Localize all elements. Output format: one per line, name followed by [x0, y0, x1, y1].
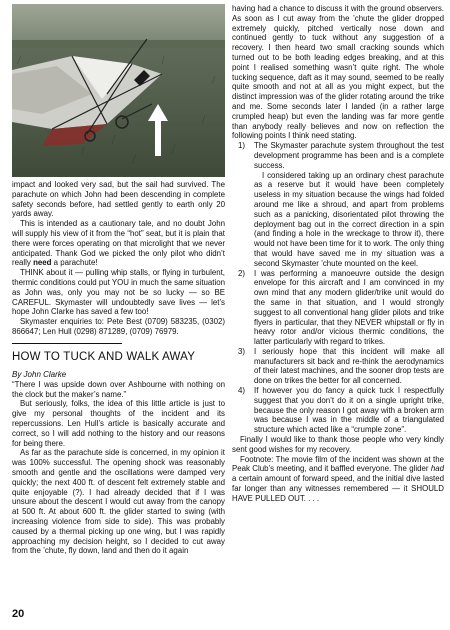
right-paragraph-1: having had a chance to discuss it with the ground observers. As soon as I cut away from the ’chute the glider dropped extremely quickly, pitched vertically nose down and continued gently to tuck without any suggestion of a recovery. I then heard two small cracking sounds which turned out to be both leading edges breaking, and at this point I realised something wasn’t quite right. The whole tucking sequence, daft as it may sound, seemed to be really quite smooth and not at all as you might expect, but the distinct impression was of the glider rotating around the trike and me. Some seconds later I landed (in a rather large crumpled heap) but even the landing was far more gentle than anybody really believes and now on reflection the following points I think need stating. [232, 4, 444, 141]
list-item [232, 386, 444, 435]
footnote-end: a certain amount of forward speed, and the initial dive lasted far longer than any witnesses remembered — it SHOULD HAVE PULLED OUT. . . . [232, 474, 444, 503]
list-item [232, 269, 444, 347]
left-column [12, 4, 225, 556]
section-divider [12, 343, 122, 344]
footnote-paragraph [232, 455, 444, 504]
crashed-glider-photo [12, 4, 225, 177]
article-byline: By John Clarke [12, 369, 67, 379]
list-item-text: If however you do fancy a quick tuck I respectfully suggest that you don’t do it on a single upright trike, because the only reason I got away with a broken arm was because I was in the middle of a triangulated structure which acted like a “crumple zone”. [254, 386, 444, 435]
list-item [232, 347, 444, 386]
left-article-text [12, 180, 225, 556]
left-paragraph-4: Skymaster enquiries to: Pete Best (0709) 583235, (0302) 866647; Len Hull (0298) 871289, (0709) 76979. [12, 317, 225, 336]
list-item-number: 3) [238, 346, 246, 356]
list-item-subparagraph: I considered taking up an ordinary chest parachute as a reserve but it would have been completely useless in my situation because the wings had folded around me like a shroud, and apart from problems such as a panicking, disorientated pilot throwing the deployment bag out in the correct direction in a spin (and finding a hole in the wreckage to throw it), there would not have been time for it to work. The only thing that would have saved me in my situation was a second Skymaster ’chute mounted on the keel. [254, 170, 444, 268]
left-paragraph-7: As far as the parachute side is concerned, in my opinion it was 100% successful. The opening shock was reasonably smooth and gentle and the oscillations were damped very quickly; the next 400 ft. of descent felt extremely stable and quite enjoyable (?). I had already decided that if I was unsure about the descent I would cut away from the canopy at 500 ft. At about 600 ft. the glider started to swing (with increasing violence from side to side). This was probably caused by a thermal picking up one wing, but I was rapidly approaching my decision height, so I decided to cut away from the ’chute, fly down, land and then do it again [12, 448, 225, 556]
footnote-italic: had [430, 464, 444, 474]
page-number: 20 [12, 608, 25, 620]
left-paragraph-6: But seriously, folks, the idea of this little article is just to give my personal thoughts of the incident and its repercussions. Len Hull’s article is basically accurate and correct, so I will add nothing to the history and our reasons for being there. [12, 399, 225, 448]
left-paragraph-5: “There I was upside down over Ashbourne with nothing on the clock but the maker’s name.” [12, 379, 225, 399]
left-paragraph-2-bold: need [33, 258, 52, 268]
right-paragraph-2: Finally I would like to thank those people who very kindly sent good wishes for my recovery. [232, 435, 444, 454]
right-column [232, 4, 444, 504]
numbered-points-list [232, 141, 444, 435]
right-article-text [232, 4, 444, 504]
left-paragraph-2-text: This is intended as a cautionary tale, and no doubt John will supply his view of it from the “hot” seat, but it is plain that there were forces operating on that microlight that we never anticipated. Thank God we picked the only pilot who didn’t really [12, 219, 225, 268]
left-paragraph-2-end: a parachute! [51, 258, 98, 268]
list-item [232, 141, 444, 268]
list-item-number: 4) [238, 386, 246, 396]
article-headline: HOW TO TUCK AND WALK AWAY [12, 350, 196, 363]
photo-image [12, 4, 225, 177]
list-item-number: 1) [238, 141, 246, 151]
list-item-text: The Skymaster parachute system throughout the test development programme has been and is a complete success. [254, 141, 444, 170]
list-item-text: I seriously hope that this incident will make all manufacturers sit back and re-think the aerodynamics of their latest machines, and the sooner drop tests are done on trikes the better for all concerned. [254, 346, 444, 386]
list-item-text: I was performing a manoeuvre outside the design envelope for this aircraft and I am convinced in my own mind that any modern glider/trike unit would do the same in that situation, and I would strongly suggest to all conventional hang glider pilots and trike flyers in particular, that they NEVER whipstall or fly in heavy rotor and/or vicious thermic conditions, the latter particularly with regard to trikes. [254, 268, 444, 347]
left-paragraph-3: THINK about it — pulling whip stalls, or flying in turbulent, thermic conditions could put YOU in much the same situation as John was, only you may not be so lucky — so BE CAREFUL. Skymaster will undoubtedly save lives — let’s hope John Clarke has saved a few too! [12, 268, 226, 317]
list-item-number: 2) [238, 268, 246, 278]
footnote-text: Footnote: The movie film of the incident was shown at the Peak Club’s meeting, and it baffled everyone. The glider [232, 454, 444, 474]
left-paragraph-1: impact and looked very sad, but the sail had survived. The parachute on which John had been descending in complete safety seconds before, had settled gently to earth only 20 yards away. [12, 180, 225, 219]
left-paragraph-2 [12, 219, 225, 268]
